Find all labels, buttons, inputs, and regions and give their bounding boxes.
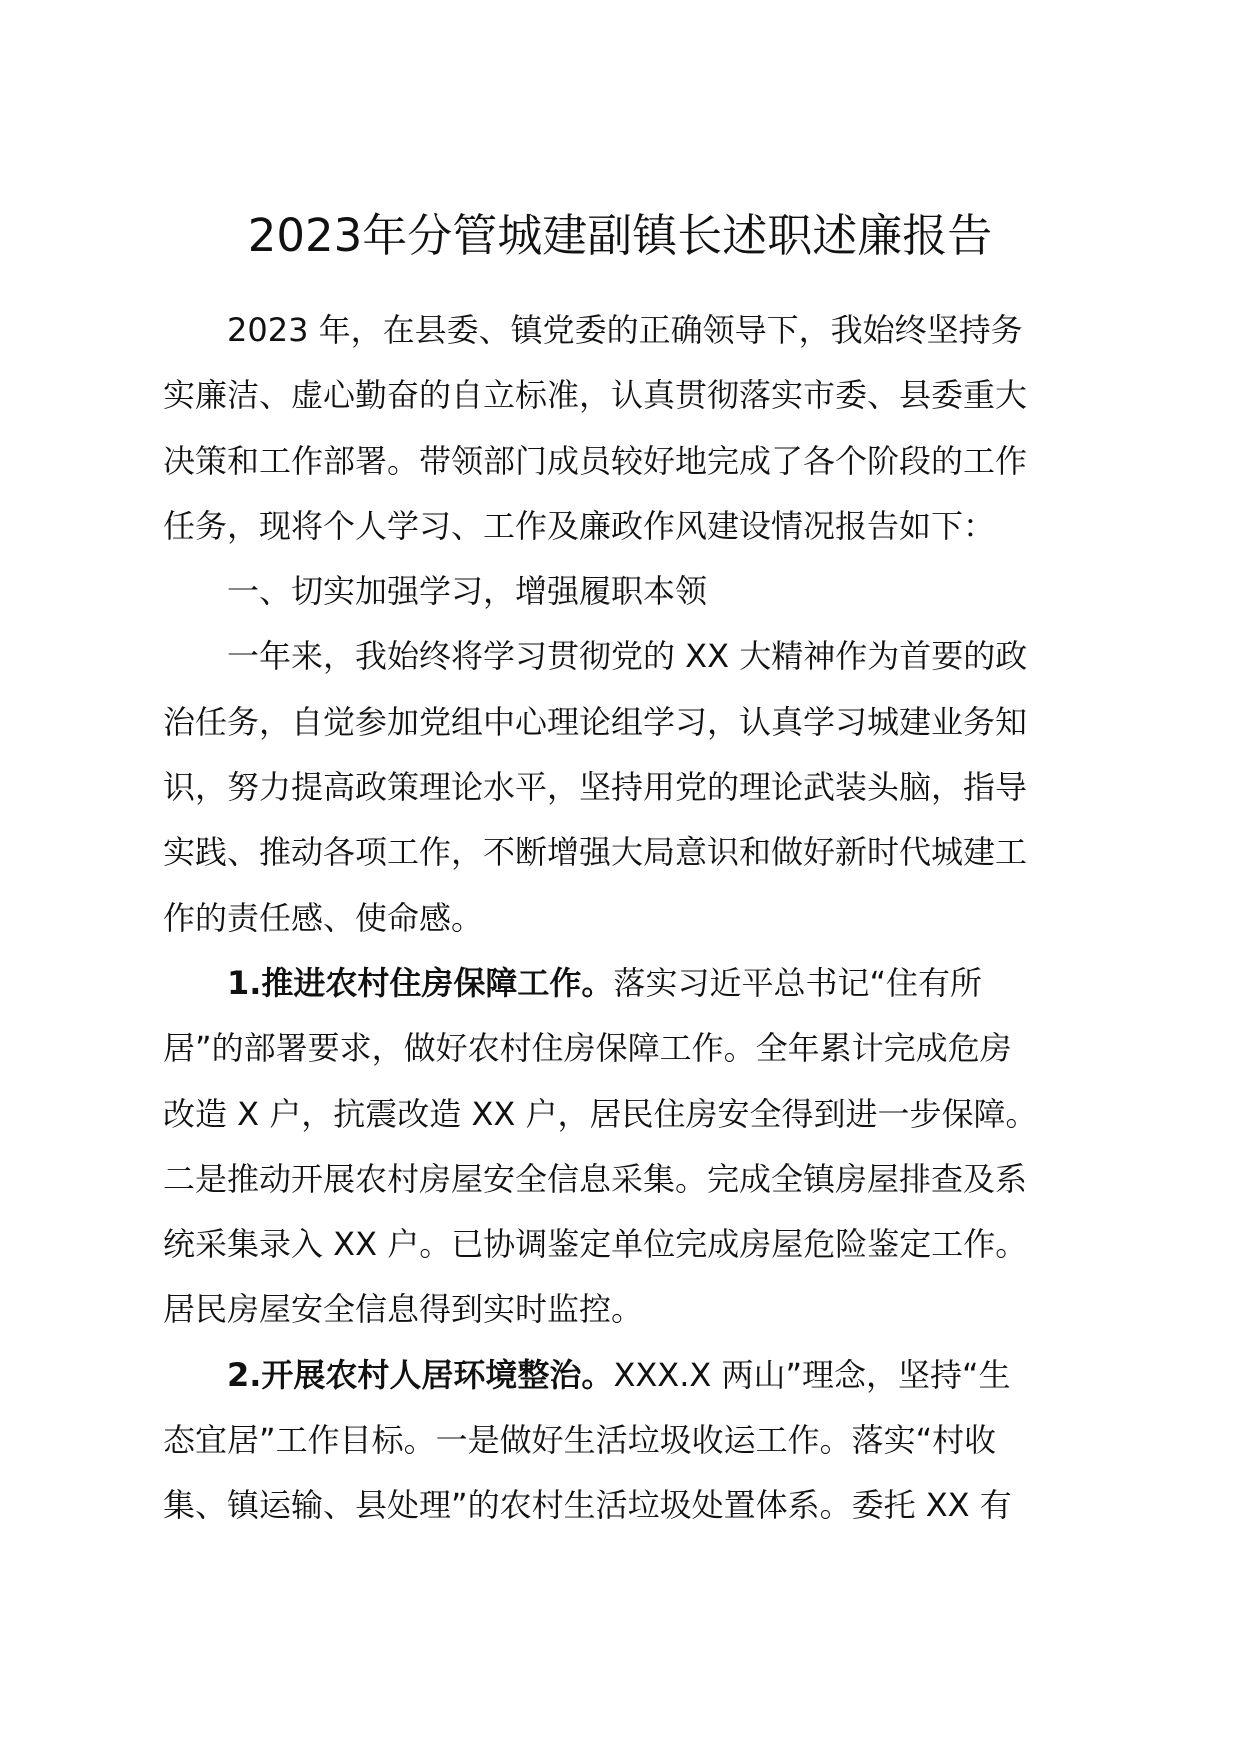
paragraph-line: 实践、推动各项工作，不断增强大局意识和做好新时代城建工 xyxy=(163,833,1028,872)
paragraph-line xyxy=(163,951,1093,1016)
paragraph-line: 治任务，自觉参加党组中心理论组学习，认真学习城建业务知 xyxy=(163,702,1028,741)
document-title: 2023年分管城建副镇长述职述廉报告 xyxy=(247,209,993,262)
paragraph-line: 一年来，我始终将学习贯彻党的 XX 大精神作为首要的政 xyxy=(227,637,1028,676)
document-body xyxy=(163,298,1093,1539)
paragraph-line: 实廉洁、虚心勤奋的自立标准，认真贯彻落实市委、县委重大 xyxy=(163,376,1028,415)
paragraph-line: 2023 年，在县委、镇党委的正确领导下，我始终坚持务 xyxy=(227,311,1023,349)
section-heading: 一、切实加强学习，增强履职本领 xyxy=(227,572,708,611)
paragraph-line: 决策和工作部署。带领部门成员较好地完成了各个阶段的工作 xyxy=(163,441,1028,480)
paragraph-text: XXX.X 两山”理念，坚持“生 xyxy=(613,1355,1011,1394)
paragraph-text: 落实习近平总书记“住有所 xyxy=(613,963,983,1002)
paragraph-line: 改造 X 户，抗震改造 XX 户，居民住房安全得到进一步保障。 xyxy=(163,1094,1038,1133)
paragraph-line: 居”的部署要求，做好农村住房保障工作。全年累计完成危房 xyxy=(163,1029,1012,1068)
paragraph-line: 二是推动开展农村房屋安全信息采集。完成全镇房屋排查及系 xyxy=(163,1159,1028,1198)
subheading-1: 1.推进农村住房保障工作。 xyxy=(227,963,614,1002)
paragraph-line xyxy=(163,1343,1093,1408)
paragraph-line: 居民房屋安全信息得到实时监控。 xyxy=(163,1290,644,1329)
paragraph-line: 统采集录入 XX 户。已协调鉴定单位完成房屋危险鉴定工作。 xyxy=(163,1225,1028,1264)
paragraph-line: 作的责任感、使命感。 xyxy=(163,898,484,937)
subheading-2: 2.开展农村人居环境整治。 xyxy=(227,1355,614,1394)
paragraph-line: 任务，现将个人学习、工作及廉政作风建设情况报告如下： xyxy=(163,506,996,545)
paragraph-line: 态宜居”工作目标。一是做好生活垃圾收运工作。落实“村收 xyxy=(163,1421,997,1460)
paragraph-line: 集、镇运输、县处理”的农村生活垃圾处置体系。委托 XX 有 xyxy=(163,1486,1012,1525)
paragraph-line: 识，努力提高政策理论水平，坚持用党的理论武装头脑，指导 xyxy=(163,768,1028,807)
